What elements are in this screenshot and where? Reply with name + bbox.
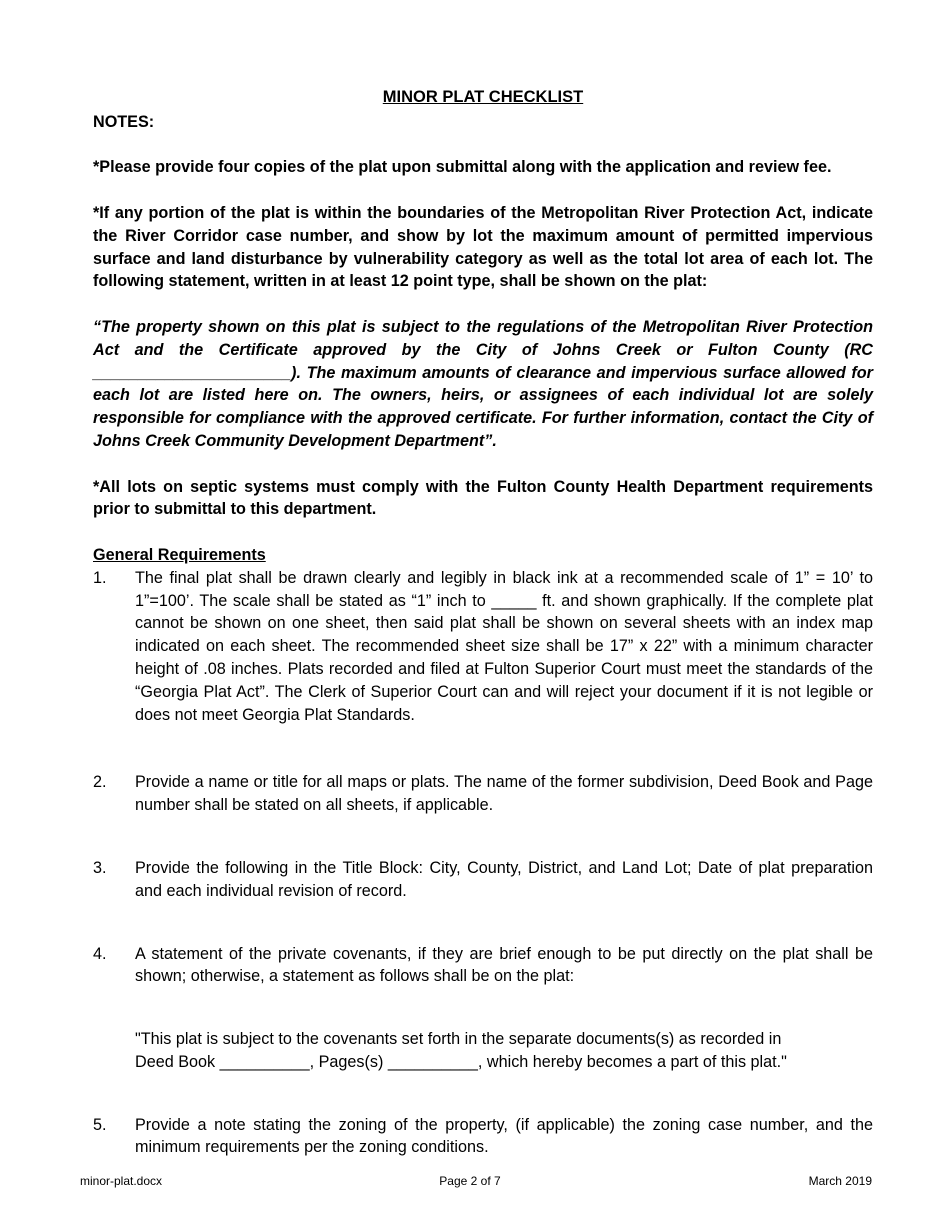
spacer (93, 988, 873, 1028)
list-item-text: Provide a name or title for all maps or plats. The name of the former subdivision, Deed Book and Page number shall be stated on all sheets, if applicable. (135, 773, 873, 815)
list-item (93, 567, 873, 727)
list-item-number: 4. (93, 944, 107, 963)
list-item-number: 1. (93, 568, 107, 587)
note-septic: *All lots on septic systems must comply with the Fulton County Health Department requirements prior to submittal to this department. (93, 477, 873, 519)
covenant-statement-line: Deed Book __________, Pages(s) __________, which hereby becomes a part of this plat." (135, 1052, 787, 1071)
note-river-protection: *If any portion of the plat is within the boundaries of the Metropolitan River Protection Act, indicate the River Corridor case number, and show by lot the maximum amount of permitted impervious surface and land disturbance by vulnerability category as well as the total lot area of each lot. The following statement, written in at least 12 point type, shall be shown on the plat: (93, 203, 873, 291)
note-copies: *Please provide four copies of the plat upon submittal along with the application and review fee. (93, 158, 832, 177)
document-page (93, 86, 873, 1159)
list-item (93, 857, 873, 903)
footer-page-number: Page 2 of 7 (439, 1174, 501, 1188)
footer-filename: minor-plat.docx (80, 1174, 163, 1188)
document-title: MINOR PLAT CHECKLIST (382, 88, 584, 106)
spacer (93, 1074, 873, 1114)
covenant-statement (135, 1028, 873, 1074)
list-item-number: 3. (93, 858, 107, 877)
list-item (93, 943, 873, 989)
spacer (93, 726, 873, 771)
notes-label: NOTES: (93, 112, 155, 131)
spacer (93, 903, 873, 943)
list-item-text: Provide a note stating the zoning of the property, (if applicable) the zoning case number, and the minimum requirements per the zoning conditions. (135, 1115, 873, 1157)
note-river-statement: “The property shown on this plat is subject to the regulations of the Metropolitan River Protection Act and the Certificate approved by the City of Johns Creek or Fulton County (RC ______________________). The maximum amounts of clearance and impervious surface allowed for each lot are listed here on. The owners, heirs, or assignees of each individual lot are solely responsible for compliance with the approved certificate. For further information, contact the City of Johns Creek Community Development Department”. (93, 317, 873, 450)
list-item-number: 5. (93, 1115, 107, 1134)
spacer (93, 817, 873, 857)
list-item-text: Provide the following in the Title Block: City, County, District, and Land Lot; Date of plat preparation and each individual revision of record. (135, 858, 873, 900)
list-item (93, 1114, 873, 1160)
section-heading-general-requirements: General Requirements (93, 545, 266, 564)
footer-date: March 2019 (808, 1174, 872, 1188)
list-item-text: A statement of the private covenants, if they are brief enough to be put directly on the plat shall be shown; otherwise, a statement as follows shall be on the plat: (135, 944, 873, 986)
covenant-statement-line: "This plat is subject to the covenants set forth in the separate documents(s) as recorded in (135, 1030, 782, 1049)
list-item-number: 2. (93, 773, 107, 792)
list-item (93, 771, 873, 817)
list-item-text: The final plat shall be drawn clearly and legibly in black ink at a recommended scale of 1” = 10’ to 1”=100’. The scale shall be stated as “1” inch to _____ ft. and shown graphically. If the complete plat cannot be shown on one sheet, then said plat shall be shown on several sheets with an index map indicated on each sheet. The recommended sheet size shall be 17” x 22” with a minimum character height of .08 inches. Plats recorded and filed at Fulton Superior Court must meet the standards of the “Georgia Plat Act”. The Clerk of Superior Court can and will reject your document if it is not legible or does not meet Georgia Plat Standards. (135, 568, 873, 724)
